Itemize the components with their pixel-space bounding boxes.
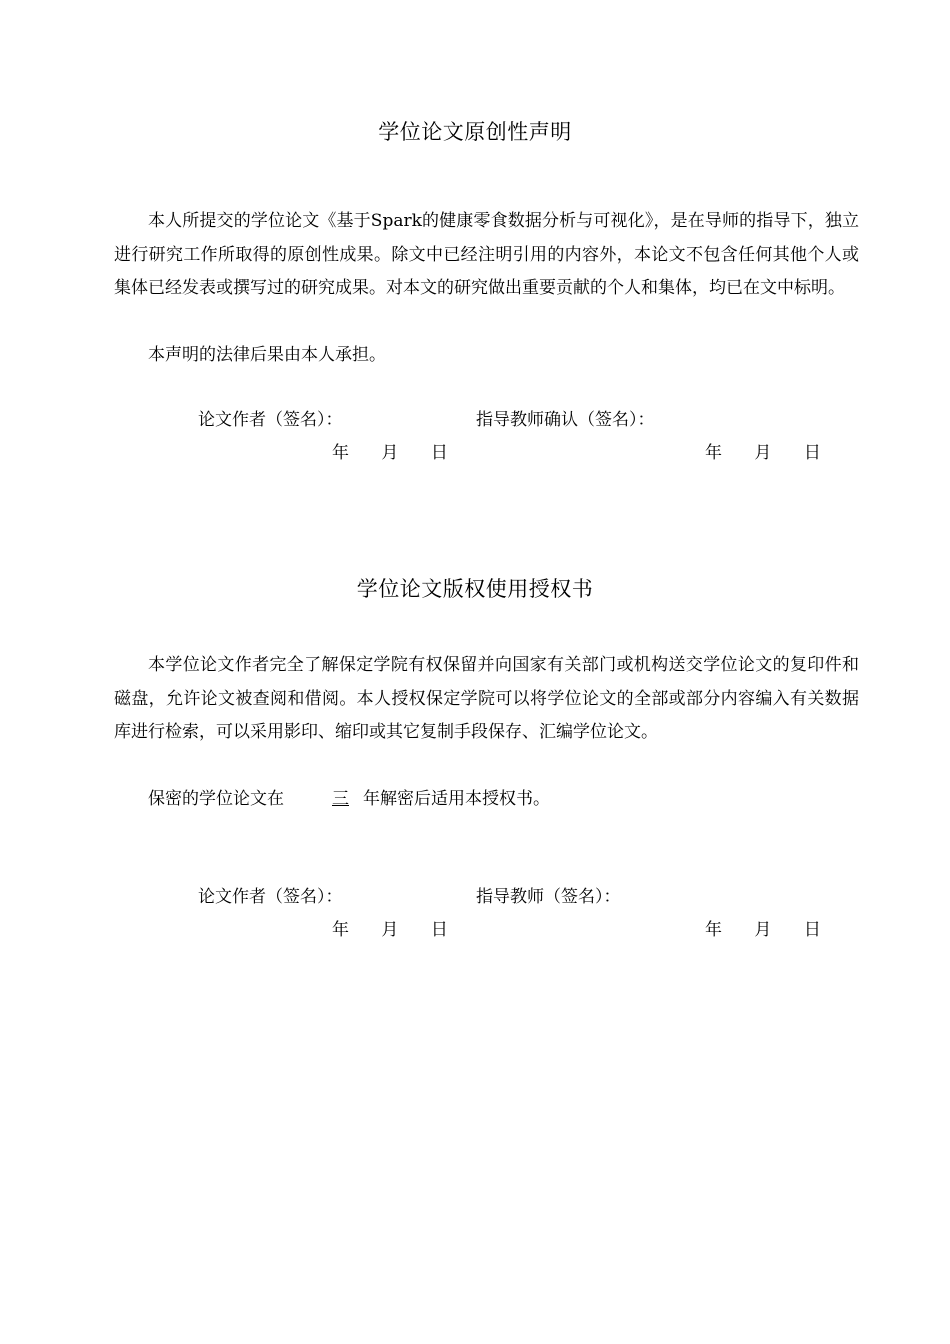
authorization-advisor-date: 年 月 日 <box>705 920 821 940</box>
authorization-author-date: 年 月 日 <box>332 920 448 940</box>
declaration-title: 学位论文原创性声明 <box>378 120 572 144</box>
authorization-title: 学位论文版权使用授权书 <box>356 577 594 601</box>
declaration-advisor-signature-label: 指导教师确认（签名）： <box>476 410 655 430</box>
authorization-author-signature-label: 论文作者（签名）： <box>198 887 343 907</box>
authorization-paragraph-2 <box>114 783 859 817</box>
declaration-advisor-date: 年 月 日 <box>705 443 821 463</box>
authorization-advisor-signature-label: 指导教师（签名）： <box>476 887 621 907</box>
declaration-author-date: 年 月 日 <box>332 443 448 463</box>
declaration-paragraph-2: 本声明的法律后果由本人承担。 <box>148 345 386 365</box>
declaration-author-signature-label: 论文作者（签名）： <box>198 410 343 430</box>
declaration-paragraph-1: 本人所提交的学位论文《基于Spark的健康零食数据分析与可视化》，是在导师的指导下，独立进行研究工作所取得的原创性成果。除文中已经注明引用的内容外，本论文不包含任何其他个人或集体已经发表或撰写过的研究成果。对本文的研究做出重要贡献的个人和集体，均已在文中标明。 <box>114 211 859 298</box>
confidential-years-value: 三 <box>332 789 349 809</box>
confidential-suffix: 年解密后适用本授权书。 <box>363 789 550 809</box>
confidential-prefix: 保密的学位论文在 <box>148 789 284 809</box>
authorization-paragraph-1: 本学位论文作者完全了解保定学院有权保留并向国家有关部门或机构送交学位论文的复印件和磁盘，允许论文被查阅和借阅。本人授权保定学院可以将学位论文的全部或部分内容编入有关数据库进行检索，可以采用影印、缩印或其它复制手段保存、汇编学位论文。 <box>114 655 859 742</box>
